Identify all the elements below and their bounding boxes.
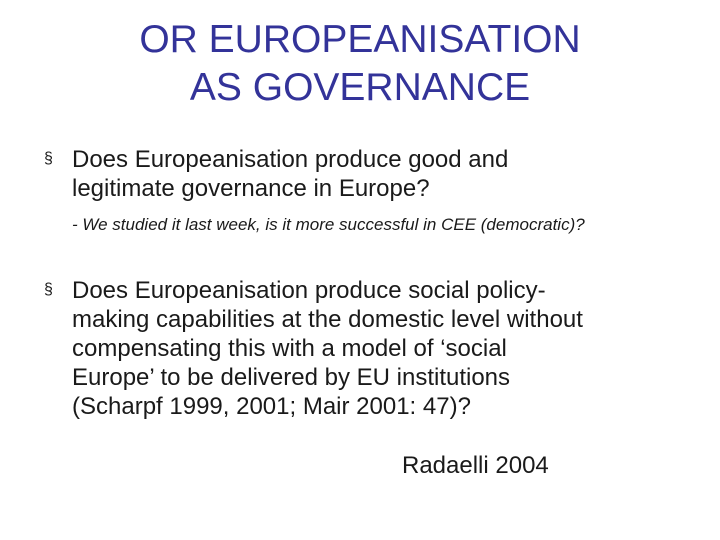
slide-title xyxy=(0,16,720,112)
bullet-point-2 xyxy=(44,276,684,456)
title-line-2: AS GOVERNANCE xyxy=(189,66,531,109)
section-bullet-icon: § xyxy=(44,150,53,167)
bullet-point-1 xyxy=(44,145,684,209)
bullet-2-line-4: Europe’ to be delivered by EU institutions xyxy=(72,364,511,391)
sub-point: - We studied it last week, is it more successful in CEE (democratic)? xyxy=(72,215,585,234)
citation: Radaelli 2004 xyxy=(402,452,549,479)
section-bullet-icon: § xyxy=(44,281,53,298)
bullet-2-line-1: Does Europeanisation produce social policy- xyxy=(72,277,546,304)
bullet-text-1 xyxy=(72,145,684,203)
bullet-1-line-2: legitimate governance in Europe? xyxy=(72,175,430,202)
title-line-1: OR EUROPEANISATION xyxy=(139,18,581,61)
bullet-2-line-2: making capabilities at the domestic level without xyxy=(72,306,583,333)
bullet-2-line-3: compensating this with a model of ‘social xyxy=(72,335,507,362)
bullet-2-line-5: (Scharpf 1999, 2001; Mair 2001: 47)? xyxy=(72,393,471,420)
bullet-text-2 xyxy=(72,276,684,421)
bullet-1-line-1: Does Europeanisation produce good and xyxy=(72,146,509,173)
